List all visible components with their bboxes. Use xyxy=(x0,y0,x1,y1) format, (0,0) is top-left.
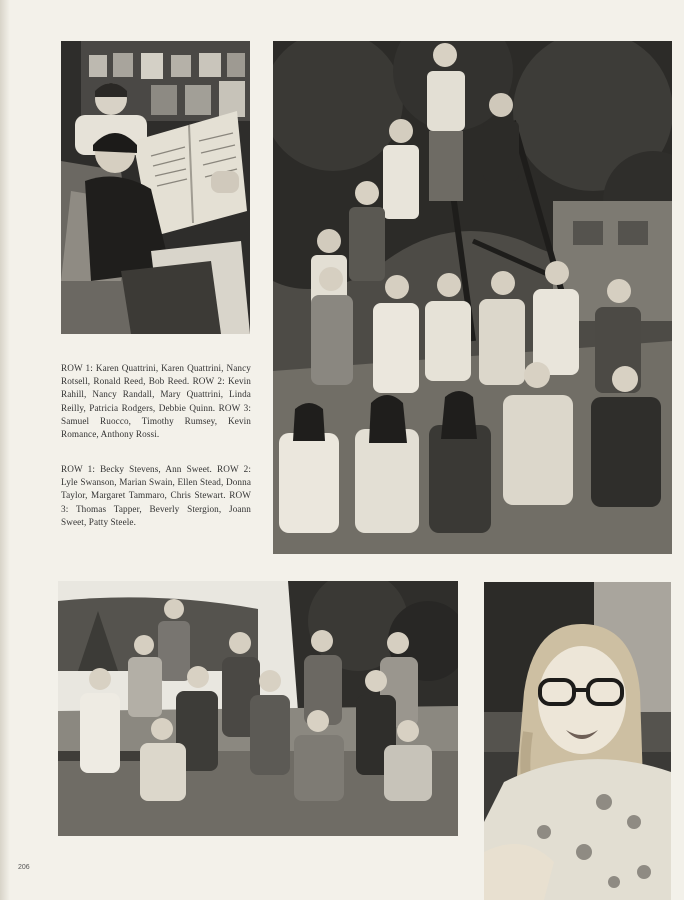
caption-group-one: ROW 1: Karen Quattrini, Karen Quattrini, Nancy Rotsell, Ronald Reed, Bob Reed. ROW 2: Kevin Rahill, Nancy Randall, Mary Quattrini, Linda Reilly, Patricia Rodgers, Debbie Quinn. ROW 3: Samuel Ruocco, Timothy Rumsey, Kevin Romance, Anthony Rossi. xyxy=(61,363,251,440)
caption-group-two: ROW 1: Becky Stevens, Ann Sweet. ROW 2: Lyle Swanson, Marian Swain, Ellen Stead, Donna Taylor, Margaret Tammaro, Chris Stewart. ROW 3: Thomas Tapper, Beverly Stergion, Joann Sweet, Patty Steele. xyxy=(61,464,251,527)
photo-student-reading-newspaper xyxy=(61,41,250,334)
photo-girl-with-glasses xyxy=(484,582,671,900)
photo-group-in-field xyxy=(58,581,458,836)
page-number: 206 xyxy=(18,864,30,871)
photo-group-on-ladder xyxy=(273,41,672,554)
page-binding-shadow xyxy=(0,0,10,900)
